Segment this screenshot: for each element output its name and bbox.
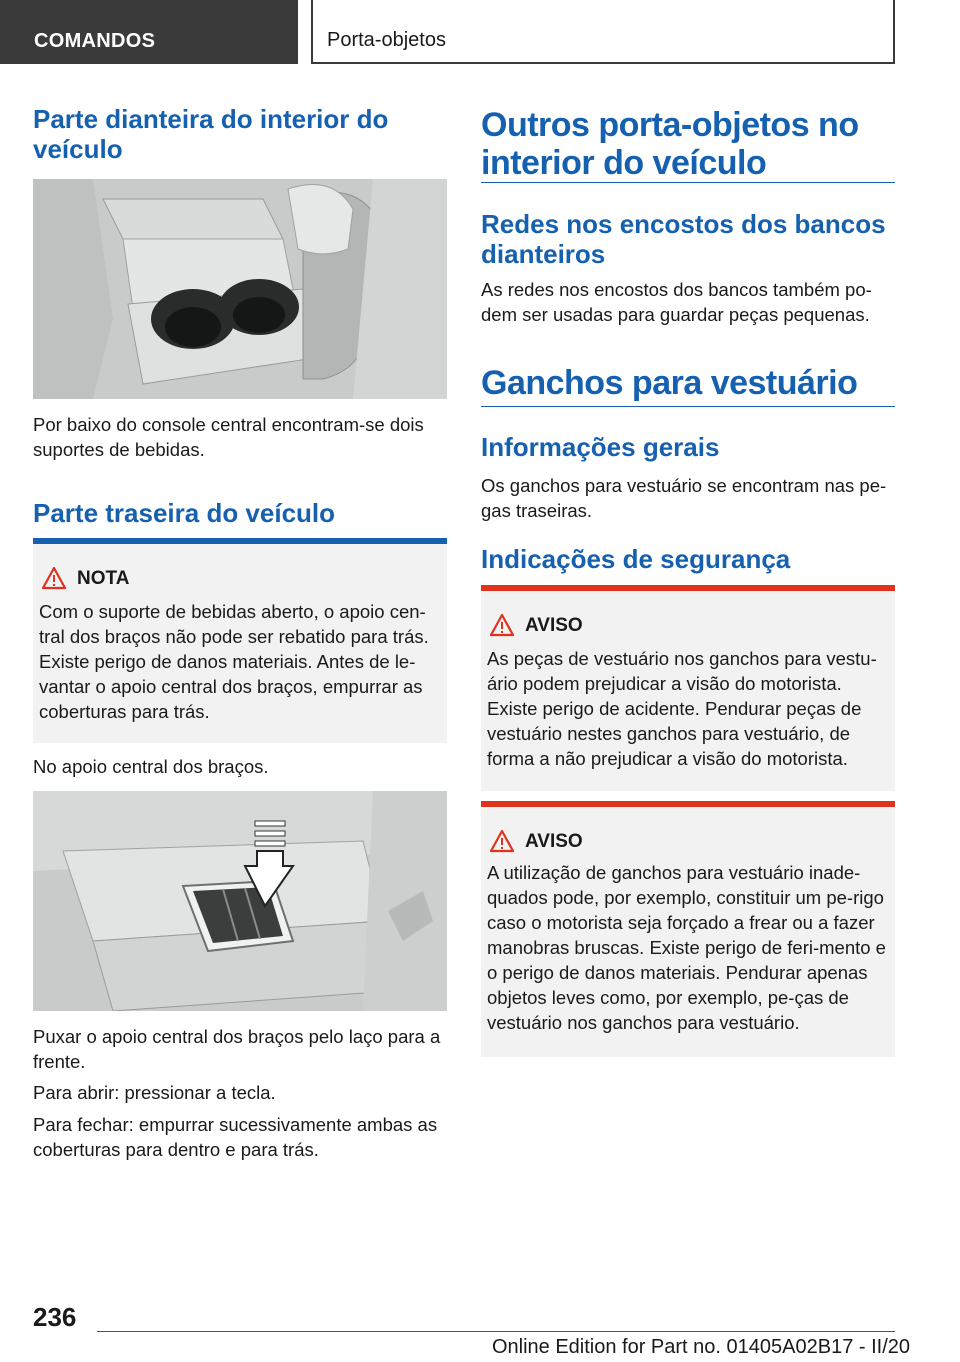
heading-general-info: Informações gerais [481, 432, 720, 462]
heading-front-interior: Parte dianteira do interior do veículo [33, 104, 389, 164]
header-topic-label: Porta-objetos [327, 29, 446, 51]
header-section-label: COMANDOS [34, 30, 156, 52]
page-number: 236 [33, 1302, 77, 1332]
cupholder-illustration [33, 179, 447, 399]
heading-rear-vehicle: Parte traseira do veículo [33, 498, 336, 528]
warning-triangle-icon [489, 613, 515, 637]
notice-label: NOTA [77, 568, 130, 589]
warning-box-1 [481, 585, 895, 791]
armrest-illustration [33, 791, 447, 1011]
heading-safety: Indicações de segurança [481, 544, 791, 574]
title-coat-hooks: Ganchos para vestuário [481, 364, 858, 402]
warning-text-1: As peças de vestuário nos ganchos para vestu-ário podem prejudicar a visão do motorista. Existe perigo de acidente. Pendurar peças de vestuário nestes ganchos para vestuário, de forma a não prejudicar a visão do motorista. [487, 648, 877, 769]
warning-label-2: AVISO [525, 831, 583, 852]
footer-rule [97, 1331, 895, 1332]
warning-bar-2 [481, 801, 895, 807]
title-rule-2 [481, 406, 895, 407]
notice-bar [33, 538, 447, 544]
notice-text: Com o suporte de bebidas aberto, o apoio cen-tral dos braços não pode ser rebatido para trás. Existe perigo de danos materiais. Antes de le-vantar o apoio central dos braços, empurrar as coberturas para trás. [39, 601, 429, 722]
photo-armrest [33, 791, 447, 1011]
paragraph-armrest: No apoio central dos braços. [33, 756, 269, 777]
header-section-tab [0, 0, 298, 64]
photo-cupholders [33, 179, 447, 399]
title-other-storage: Outros porta-objetos no interior do veículo [481, 106, 859, 182]
warning-bar-1 [481, 585, 895, 591]
warning-text-2: A utilização de ganchos para vestuário inade-quados pode, por exemplo, constituir um pe-rigo caso o motorista seja forçado a frear ou a fazer manobras bruscas. Existe perigo de feri-mento e o perigo de danos materiais. Pendurar apenas objetos leves como, por exemplo, pe-ças de vestuário nos ganchos para vestuário. [487, 862, 886, 1033]
paragraph-close: Para fechar: empurrar sucessivamente ambas as coberturas para dentro e para trás. [33, 1114, 438, 1160]
paragraph-cupholders: Por baixo do console central encontram-se dois suportes de bebidas. [33, 414, 424, 460]
notice-box [33, 538, 447, 743]
paragraph-pull-armrest: Puxar o apoio central dos braços pelo laço para a frente. [33, 1026, 441, 1072]
warning-box-2 [481, 801, 895, 1057]
paragraph-open: Para abrir: pressionar a tecla. [33, 1082, 276, 1103]
title-rule-1 [481, 182, 895, 183]
warning-triangle-icon [41, 566, 67, 590]
warning-label-1: AVISO [525, 615, 583, 636]
paragraph-general-info: Os ganchos para vestuário se encontram nas pe-gas traseiras. [481, 475, 887, 521]
paragraph-seat-nets: As redes nos encostos dos bancos também po-dem ser usadas para guardar peças pequenas. [481, 279, 872, 325]
heading-seat-nets: Redes nos encostos dos bancos dianteiros [481, 209, 886, 269]
header-topic-box [311, 0, 895, 64]
footer-edition: Online Edition for Part no. 01405A02B17 - II/20 [491, 1336, 910, 1358]
warning-triangle-icon [489, 829, 515, 853]
